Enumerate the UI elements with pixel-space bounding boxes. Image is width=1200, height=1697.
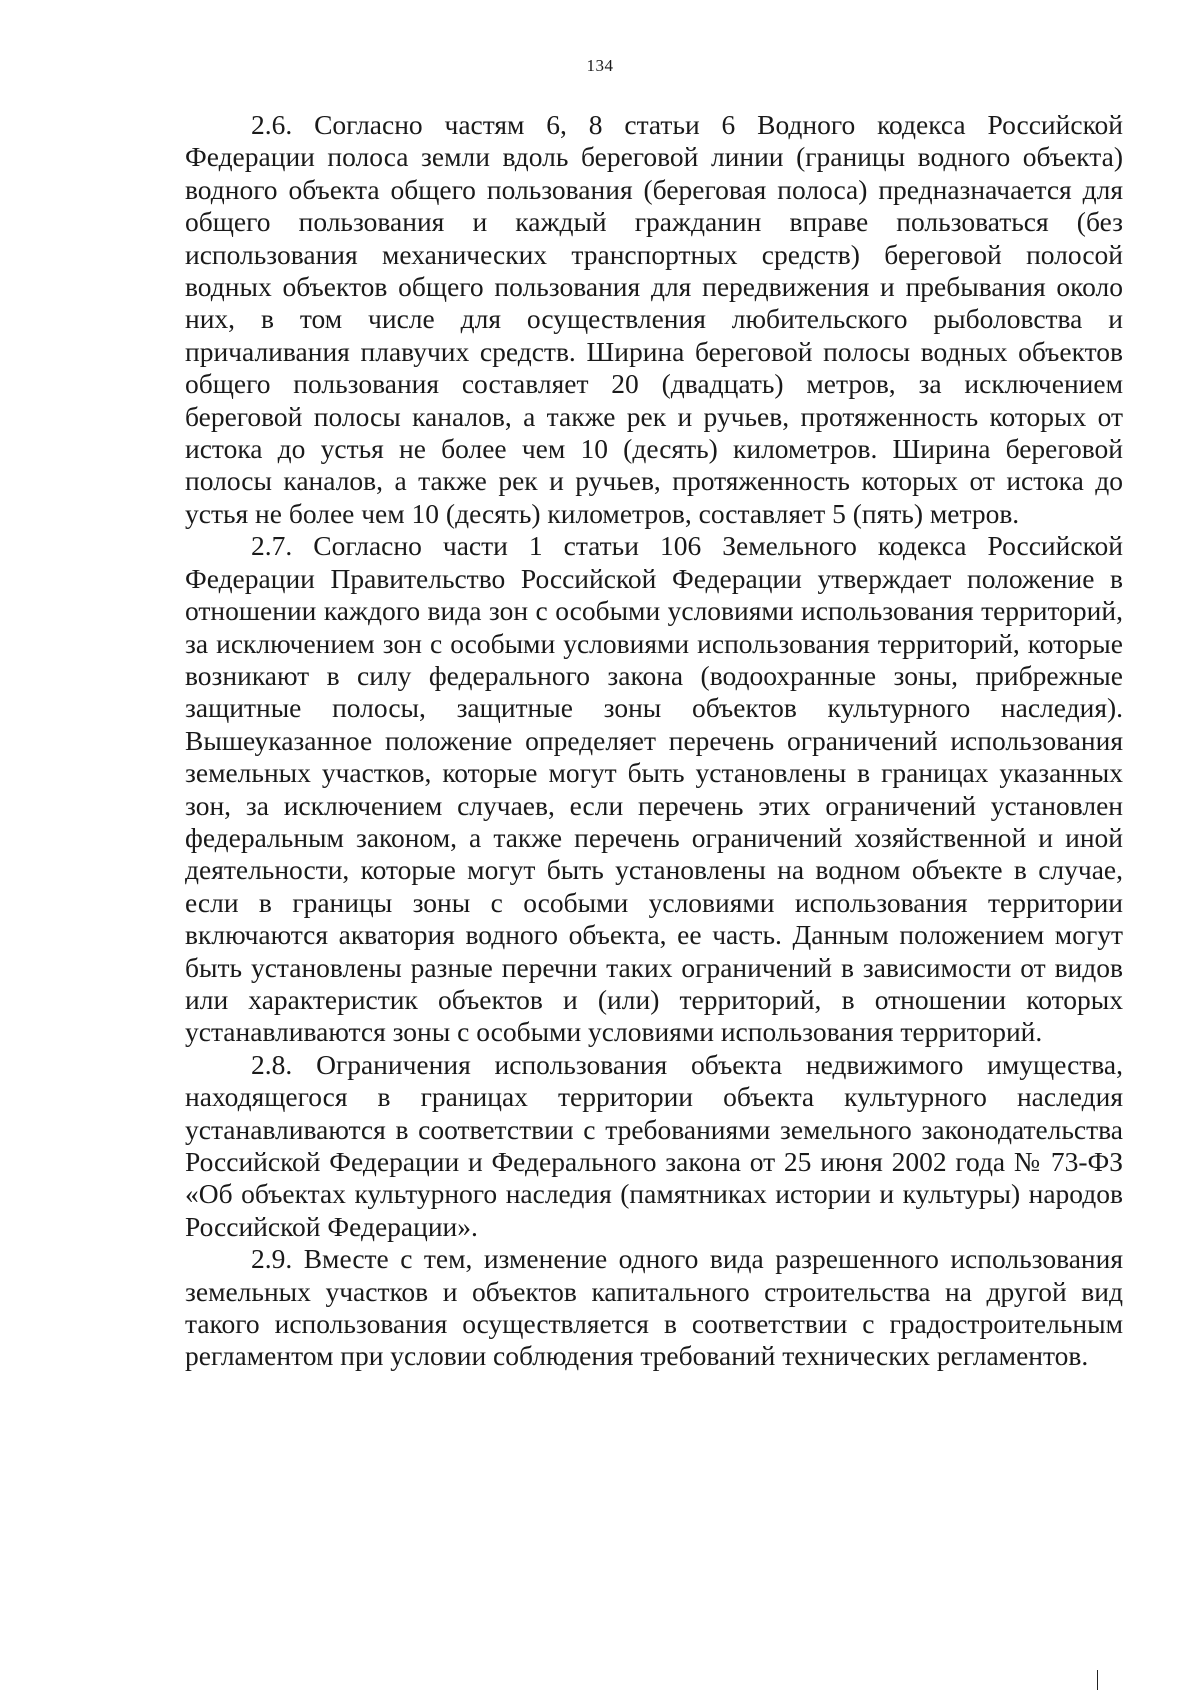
paragraph-2-8 [185, 1049, 1123, 1243]
document-body [185, 109, 1123, 1373]
paragraph-text: Вместе с тем, изменение одного вида разрешенного использования земельных участков и объектов капитального строительства на другой вид такого использования осуществляется в соответствии с градостроительным регламентом при условии соблюдения требований технических регламентов. [185, 1243, 1123, 1372]
scan-edge-mark [1097, 1670, 1098, 1690]
paragraph-text: Согласно части 1 статьи 106 Земельного кодекса Российской Федерации Правительство Российской Федерации утверждает положение в отношении каждого вида зон с особыми условиями использования территорий, за исключением зон с особыми условиями использования территорий, которые возникают в силу федерального закона (водоохранные зоны, прибрежные защитные полосы, защитные зоны объектов культурного наследия). Вышеуказанное положение определяет перечень ограничений использования земельных участков, которые могут быть установлены в границах указанных зон, за исключением случаев, если перечень этих ограничений установлен федеральным законом, а также перечень ограничений хозяйственной и иной деятельности, которые могут быть установлены на водном объекте в случае, если в границы зоны с особыми условиями использования территории включаются акватория водного объекта, ее часть. Данным положением могут быть установлены разные перечни таких ограничений в зависимости от видов или характеристик объектов и (или) территорий, в отношении которых устанавливаются зоны с особыми условиями использования территорий. [185, 530, 1123, 1048]
paragraph-number: 2.8. [251, 1048, 293, 1080]
paragraph-2-9 [185, 1243, 1123, 1373]
paragraph-number: 2.9. [251, 1243, 293, 1275]
paragraph-2-6 [185, 109, 1123, 530]
page-number: 134 [586, 56, 614, 75]
paragraph-2-7 [185, 530, 1123, 1049]
paragraph-number: 2.6. [251, 109, 293, 140]
paragraph-number: 2.7. [251, 530, 293, 562]
paragraph-text: Согласно частям 6, 8 статьи 6 Водного кодекса Российской Федерации полоса земли вдоль береговой линии (границы водного объекта) водного объекта общего пользования (береговая полоса) предназначается для общего пользования и каждый гражданин вправе пользоваться (без использования механических транспортных средств) береговой полосой водных объектов общего пользования для передвижения и пребывания около них, в том числе для осуществления любительского рыболовства и причаливания плавучих средств. Ширина береговой полосы водных объектов общего пользования составляет 20 (двадцать) метров, за исключением береговой полосы каналов, а также рек и ручьев, протяженность которых от истока до устья не более чем 10 (десять) километров. Ширина береговой полосы каналов, а также рек и ручьев, протяженность которых от истока до устья не более чем 10 (десять) километров, составляет 5 (пять) метров. [185, 109, 1123, 529]
paragraph-text: Ограничения использования объекта недвижимого имущества, находящегося в границах территории объекта культурного наследия устанавливаются в соответствии с требованиями земельного законодательства Российской Федерации и Федерального закона от 25 июня 2002 года № 73-ФЗ «Об объектах культурного наследия (памятниках истории и культуры) народов Российской Федерации». [185, 1048, 1124, 1242]
